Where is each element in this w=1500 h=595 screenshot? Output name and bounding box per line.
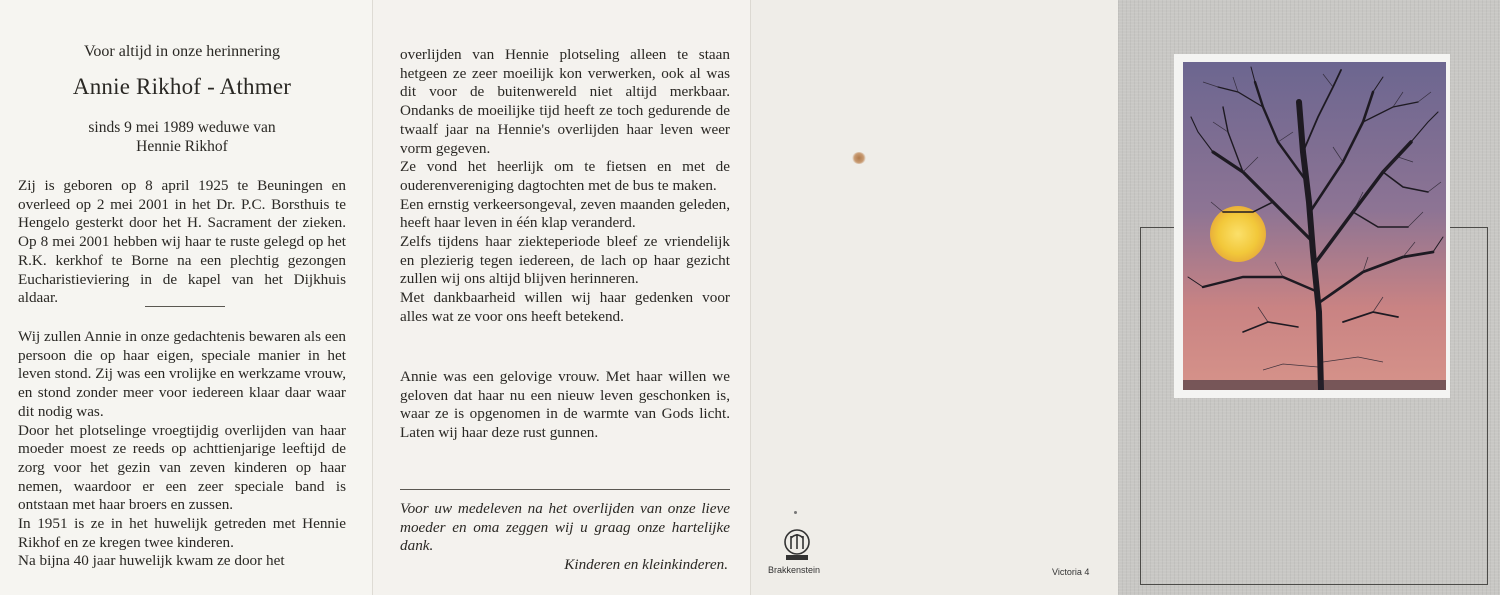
illness-paragraph: Zelfs tijdens haar ziekteperiode bleef ze vriendelijk en plezierig tegen iedereen, de lach op haar gezicht zullen wij ons altijd blijven herinneren. — [400, 233, 730, 288]
sunset-tree-photo — [1183, 62, 1446, 390]
paper-stain — [852, 152, 866, 164]
memories-block — [18, 328, 346, 571]
widowhood-paragraph: overlijden van Hennie plotseling alleen te staan hetgeen ze zeer moeilijk kon verwerken, ook al was dit voor de buitenwereld niet altijd merkbaar. Ondanks de moeilijke tijd heeft ze toch gedurende de twaalf jaar na Hennie's overlijden haar leven weer vorm gegeven. — [400, 46, 730, 157]
thanks-block — [400, 500, 730, 556]
signature: Kinderen en kleinkinderen. — [564, 556, 728, 573]
birth-death-paragraph: Zij is geboren op 8 april 1925 te Beuningen en overleed op 2 mei 2001 in het Dr. P.C. Borsthuis te Hengelo gesterkt door het H. Sacrament der zieken. Op 8 mei 2001 hebben wij haar te ruste gelegd op het R.K. kerkhof te Borne na een plechtig gezongen Eucharistieviering in de kapel van het Dijkhuis aldaar. — [18, 177, 346, 307]
marriage-paragraph: In 1951 is ze in het huwelijk getreden met Hennie Rikhof en ze kregen twee kinderen. — [18, 515, 346, 551]
accident-paragraph: Een ernstig verkeersongeval, zeven maanden geleden, heeft haar leven in één klap veranderd. — [400, 195, 730, 232]
widow-line-1: sinds 9 mei 1989 weduwe van — [88, 119, 276, 136]
sunset-tree-image — [1183, 62, 1446, 390]
card-model-label: Victoria 4 — [1052, 567, 1090, 577]
publisher-name: Brakkenstein — [768, 565, 821, 575]
widow-line — [18, 118, 346, 156]
thanks-divider — [400, 489, 730, 490]
memory-paragraph: Wij zullen Annie in onze gedachtenis bewaren als een persoon die op haar eigen, speciale manier in het leven stond. Zij was een vrolijke en werkzame vrouw, en stond zonder meer voor iedereen klaar daar waar dit nodig was. — [18, 328, 346, 420]
faith-block — [400, 368, 730, 443]
widowhood-paragraph-start: Na bijna 40 jaar huwelijk kwam ze door het — [18, 552, 285, 570]
publisher-logo-icon — [783, 529, 811, 562]
gratitude-paragraph: Met dankbaarheid willen wij haar gedenken voor alles wat ze voor ons heeft betekend. — [400, 289, 730, 325]
biography-block — [18, 177, 346, 308]
faith-paragraph: Annie was een gelovige vrouw. Met haar willen we geloven dat haar nu een nieuw leven geschonken is, waar ze is opgenomen in de warmte van Gods licht. Laten wij haar deze rust gunnen. — [400, 368, 730, 442]
thanks-text: Voor uw medeleven na het overlijden van onze lieve moeder en oma zeggen wij u graag onze hartelijke dank. — [400, 500, 730, 555]
intro-text: Voor altijd in onze herinnering — [83, 43, 281, 60]
youth-paragraph: Door het plotselinge vroegtijdig overlijden van haar moeder moest ze reeds op achttienjarige leeftijd de zorg voor het gezin van zeven kinderen op haar nemen, waardoor er een zeer speciale band is ontstaan met haar broers en zussen. — [18, 421, 346, 514]
widow-line-2: Hennie Rikhof — [136, 138, 228, 155]
deceased-name: Annie Rikhof - Athmer — [72, 74, 292, 99]
divider — [145, 306, 225, 307]
back-page — [750, 0, 1118, 595]
paper-dot — [794, 511, 797, 514]
hobbies-paragraph: Ze vond het heerlijk om te fietsen en met de ouderenvereniging dagtochten met de bus te maken. — [400, 158, 730, 194]
life-story-block — [400, 46, 730, 327]
